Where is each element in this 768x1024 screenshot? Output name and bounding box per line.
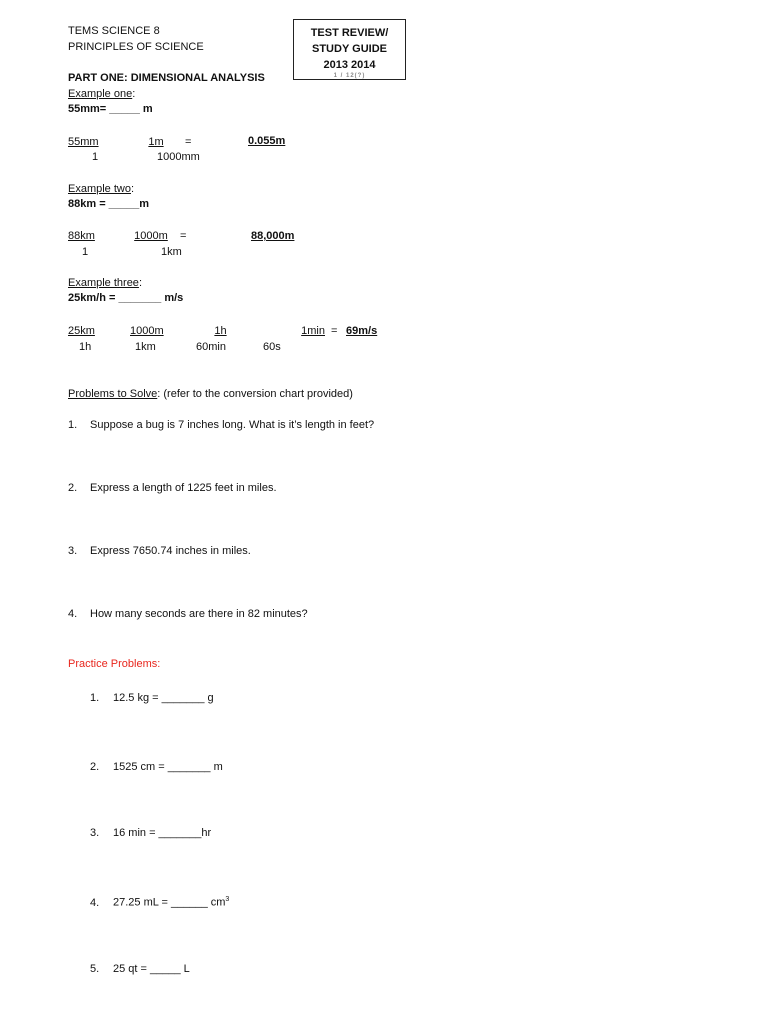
problems-heading [68, 388, 353, 401]
title-box [293, 19, 406, 80]
problem-text: Suppose a bug is 7 inches long. What is it’s length in feet? [90, 419, 375, 431]
ex3-denominator-1: 1h [79, 341, 92, 353]
ex1-numerator-1: 55mm [68, 136, 99, 148]
problem-item [68, 482, 277, 495]
ex2-equals: = [180, 230, 187, 242]
ex2-numerator-2: 1000m [134, 230, 168, 242]
problem-number: 1. [68, 419, 78, 431]
problem-number: 2. [68, 482, 78, 494]
part-one-heading: PART ONE: DIMENSIONAL ANALYSIS [68, 72, 265, 84]
ex3-numerator-3: 1h [214, 325, 227, 337]
example-one-title: Example one [68, 88, 133, 100]
ex3-denominator-2: 1km [135, 341, 156, 353]
example-three-title: Example three [68, 277, 139, 289]
title-line-3: 2013 2014 [323, 59, 376, 71]
problem-item [68, 545, 251, 558]
cubic-superscript: 3 [225, 896, 230, 903]
example-one-colon: : [132, 88, 136, 100]
example-one-problem: 55mm= _____ m [68, 103, 153, 115]
practice-item [90, 761, 223, 774]
ex2-answer: 88,000m [251, 230, 295, 242]
problem-text: How many seconds are there in 82 minutes? [90, 608, 308, 620]
practice-item [90, 896, 229, 910]
example-three-problem: 25km/h = _______ m/s [68, 292, 184, 304]
example-two-problem: 88km = _____m [68, 198, 150, 210]
problem-item [68, 608, 308, 621]
problems-note: : (refer to the conversion chart provided) [157, 388, 353, 400]
problem-text: Express a length of 1225 feet in miles. [90, 482, 277, 494]
practice-item [90, 827, 211, 840]
example-one-label [68, 88, 135, 101]
ex2-denominator-2: 1km [161, 246, 182, 258]
example-two-label [68, 183, 134, 196]
ex1-numerator-2: 1m [148, 136, 164, 148]
ex3-numerator-4: 1min [301, 325, 325, 337]
problem-text: Express 7650.74 inches in miles. [90, 545, 251, 557]
ex3-equals: = [331, 325, 338, 337]
practice-text: 27.25 mL = ______ cm [113, 896, 226, 909]
example-three-label [68, 277, 142, 290]
problems-label: Problems to Solve [68, 388, 158, 400]
practice-number: 3. [90, 827, 100, 839]
practice-number: 5. [90, 963, 100, 975]
ex1-equals: = [185, 136, 192, 148]
title-line-1: TEST REVIEW/ [310, 27, 389, 39]
example-two-colon: : [130, 183, 135, 195]
title-line-2: STUDY GUIDE [312, 43, 387, 55]
ex3-numerator-2: 1000m [130, 325, 164, 337]
example-two-title: Example two [68, 183, 131, 195]
title-line-4: 1 / 12(?) [333, 73, 366, 79]
ex3-denominator-4: 60s [263, 341, 281, 353]
course-name: PRINCIPLES OF SCIENCE [68, 41, 204, 53]
practice-text: 1525 cm = _______ m [113, 761, 223, 773]
practice-heading: Practice Problems: [68, 658, 161, 670]
practice-text: 25 qt = _____ L [113, 963, 190, 975]
practice-number: 2. [90, 761, 100, 773]
practice-number: 1. [90, 692, 100, 704]
ex1-denominator-2: 1000mm [157, 151, 200, 163]
ex1-denominator-1: 1 [92, 151, 99, 163]
problem-number: 4. [68, 608, 78, 620]
practice-item [90, 963, 190, 976]
ex3-denominator-3: 60min [196, 341, 226, 353]
school-name: TEMS SCIENCE 8 [68, 25, 160, 37]
ex2-denominator-1: 1 [82, 246, 89, 258]
ex3-answer: 69m/s [346, 325, 378, 337]
ex1-answer: 0.055m [248, 135, 286, 147]
problem-item [68, 419, 374, 432]
practice-text: 16 min = _______hr [113, 827, 212, 839]
ex3-numerator-1: 25km [68, 325, 95, 337]
problem-number: 3. [68, 545, 78, 557]
practice-item [90, 692, 214, 705]
practice-text: 12.5 kg = _______ g [113, 692, 214, 704]
practice-number: 4. [90, 896, 100, 909]
ex2-numerator-1: 88km [68, 230, 95, 242]
example-three-colon: : [138, 277, 142, 289]
